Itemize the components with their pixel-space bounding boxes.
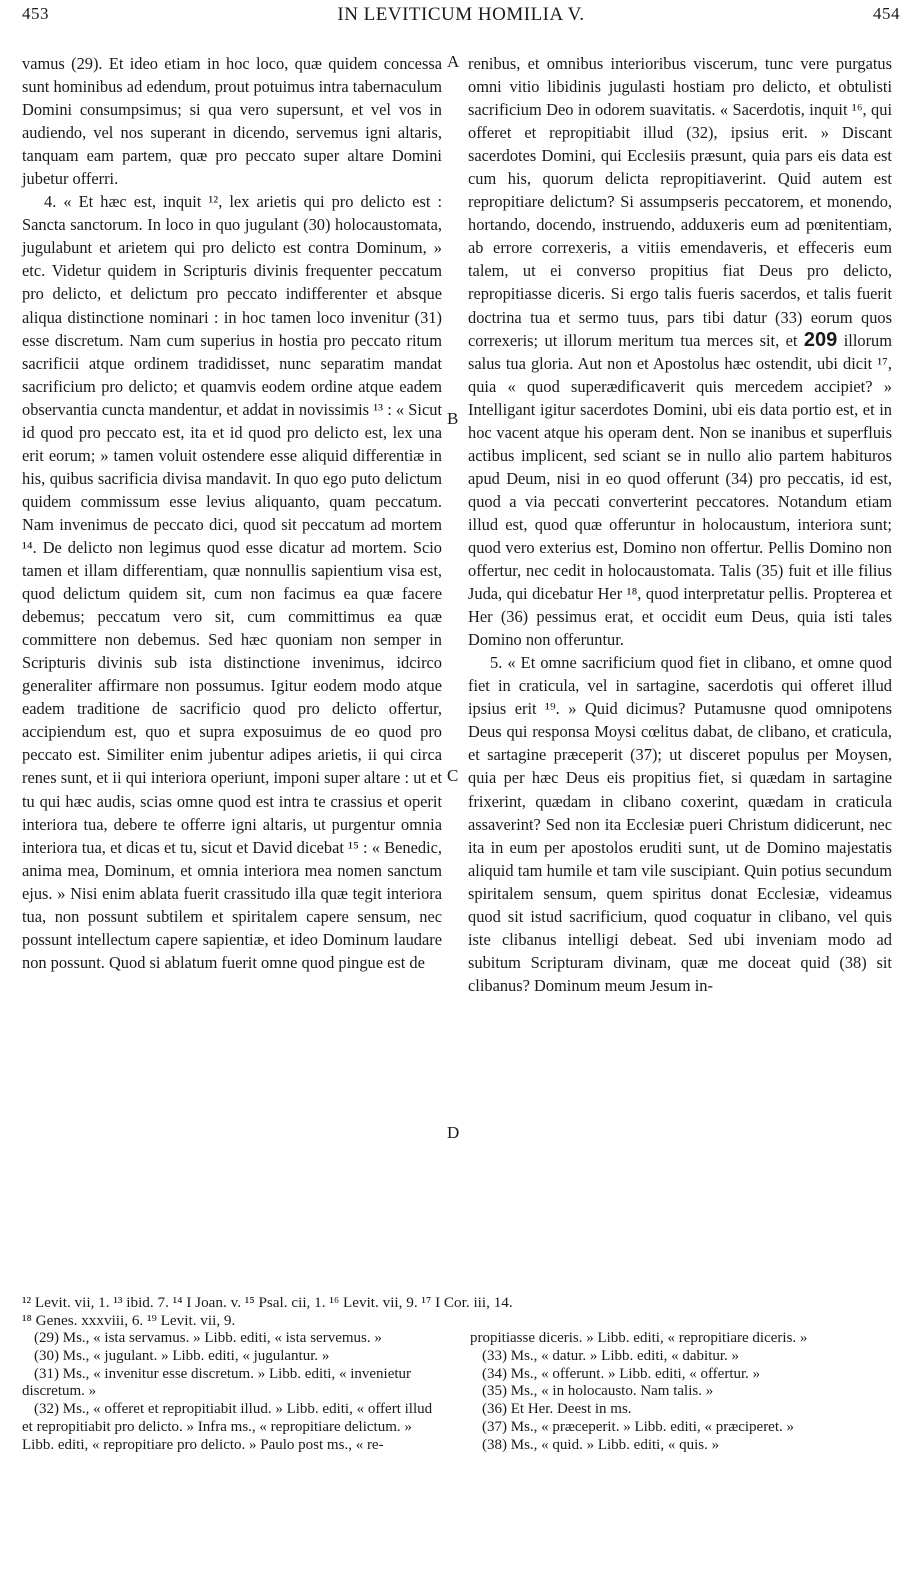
margin-letter-c: C xyxy=(447,766,459,785)
footnote-row: ¹⁸ Genes. xxxviii, 6. ¹⁹ Levit. vii, 9. xyxy=(22,1312,236,1329)
margin-letter-d: D xyxy=(447,1123,460,1142)
left-text-column xyxy=(22,52,442,974)
paragraph: renibus, et omnibus interioribus viscerum, tunc vere purgatus omni vitio libidinis jugulasti hostiam pro delicto, et obtulisti sacrificium Deo in odorem suavitatis. « Sacerdotis, inquit ¹⁶, qui offeret et repropitiabit illud (32), ipsius erit. » Discant sacerdotes Domini, qui Ecclesiis præsunt, quia pars eis data est cum his, quorum delicta repropitiaverint. Quid autem est repropitiare delictum? Si assumpseris peccatorem, et monendo, hortando, docendo, instruendo, adduxeris eum ad pœnitentiam, ab errore correxeris, a vitiis emendaveris, et effeceris eum talem, ut ei converso propitius fiat Deus pro delicto, repropitiasse diceris. Si ergo talis fueris sacerdos, et talis fuerit doctrina tua et sermo tuus, pars tibi datur (33) eorum quos correxeris; ut illorum meritum tua merces sit, et 209 illorum salus tua gloria. Aut non et Apostolus hæc ostendit, ubi dicit ¹⁷, quia « quod superædificaverit quis mercedem accipiet? » Intelligant igitur sacerdotes Domini, ubi eis data portio est, et in hoc vacent atque his operam dent. Non se inanibus et superfluis actibus implicent, sed sciant se in nullo alio partem habituros apud Deum, nisi in eo quod offerunt (34) pro peccatis, id est, quod a via peccati converterint peccatores. Notandum etiam illud est, quod quæ offeruntur in holocaustum, interiora sunt; quod vero exterius est, Domino non offertur. Pellis Domino non offertur, nec cedit in holocaustomata. Talis (35) fuit et ille filius Juda, qui dicebatur Her ¹⁸, quod interpretatur pellis. Propterea et Her (36) pessimus erat, et occidit eum Deus, quia isti tales Domino non offeruntur. xyxy=(468,54,892,650)
scripture-footnotes xyxy=(22,1294,892,1330)
variant-note: (32) Ms., « offeret et repropitiabit illud. » Libb. editi, « offert illud et repropitiabit pro delicto. » Infra ms., « repropitiare delictum. » Libb. editi, « repropitiare pro delicto. » Paulo post ms., « re- xyxy=(22,1401,433,1453)
variant-notes-right xyxy=(470,1330,890,1455)
variant-note: (30) Ms., « jugulant. » Libb. editi, « jugulantur. » xyxy=(34,1347,330,1364)
variant-note: (29) Ms., « ista servamus. » Libb. editi, « ista servemus. » xyxy=(34,1330,382,1346)
column-number: 209 xyxy=(803,328,838,351)
variant-note: (36) Et Her. Deest in ms. xyxy=(482,1401,632,1418)
variant-note: (35) Ms., « in holocausto. Nam talis. » xyxy=(482,1383,714,1400)
right-page-number: 454 xyxy=(873,4,900,23)
variant-note: (37) Ms., « præceperit. » Libb. editi, « præciperet. » xyxy=(482,1418,795,1435)
paragraph: 5. « Et omne sacrificium quod fiet in clibano, et omne quod fiet in craticula, vel in sartagine, sacerdotis qui offeret illud ipsius erit ¹⁹. » Quid dicimus? Putamusne quod omnipotens Deus qui responsa Moysi cœlitus dabat, de clibano, et craticula, et sartagine præceperit (37); ut disceret populus per Moysen, quia per hæc Deus eis propitius fiet, si quædam in sartagine frixerint, quædam in clibano coxerint, quædam in craticula assaverint? Sed non ita Ecclesiæ pueri Christum didicerunt, nec ita in eum per apostolos eruditi sunt, ut de Domino majestatis aliquid tam humile et tam vile suscipiant. Quin potius secundum spiritalem sensum, quem spiritus donat Ecclesiæ, videamus quod sit istud sacrificium, quod coquatur in clibano, vel quis iste clibanus intelligi debeat. Sed ubi inveniam modo ad subitum Scripturam divinam, quæ me doceat quid (38) sit clibanus? Dominum meum Jesum in- xyxy=(468,653,892,995)
left-page-number: 453 xyxy=(22,4,49,23)
variant-note: (34) Ms., « offerunt. » Libb. editi, « offertur. » xyxy=(482,1365,761,1382)
running-title: IN LEVITICUM HOMILIA V. xyxy=(337,4,585,25)
margin-letter-b: B xyxy=(447,409,459,428)
margin-letter-a: A xyxy=(447,52,460,71)
variant-notes-left xyxy=(22,1330,442,1455)
running-header xyxy=(22,4,900,32)
variant-note: (31) Ms., « invenitur esse discretum. » Libb. editi, « invenietur discretum. » xyxy=(22,1365,412,1400)
footnote-row: ¹² Levit. vii, 1. ¹³ ibid. 7. ¹⁴ I Joan. v. ¹⁵ Psal. cii, 1. ¹⁶ Levit. vii, 9. ¹⁷ I Cor. iii, 14. xyxy=(22,1294,513,1311)
paragraph: 4. « Et hæc est, inquit ¹², lex arietis qui pro delicto est : Sancta sanctorum. In loco in quo jugulant (30) holocaustomata, jugulabunt et arietem qui pro delicto est contra Dominum, » etc. Videtur quidem in Scripturis divinis frequenter peccatum pro delicto, et delictum pro peccato indifferenter et absque aliqua distinctione nominari : in hoc tamen loco invenitur (31) esse discretum. Nam cum superius in hostia pro peccato ritum sacrificii atque ordinem tradidisset, nunc separatim mandat sacrificium pro delicto; et quamvis eodem ordine atque eadem observantia cuncta mandentur, et addat in novissimis ¹³ : « Sicut id quod pro peccato est, ita et id quod pro delicto est, lex una erit eorum; » tamen voluit ostendere esse aliquid differentiæ in his, quibus sacrificia divisa mandavit. In quo ego puto delictum quidem commissum esse levius aliquanto, quam peccatum. Nam invenimus de peccato dici, quod sit peccatum ad mortem ¹⁴. De delicto non legimus quod esse dicatur ad mortem. Scio tamen et illam differentiam, quæ nonnullis sapientium visa est, quod delictum quidem sit, cum non facimus ea quæ facere debemus; peccatum vero sit, cum committimus ea quæ committere non debemus. Sed hæc quoniam non semper in Scripturis divinis sub ista distinctione invenimus, idcirco generaliter affirmare non possumus. Igitur eodem modo atque eadem traditione de sacrificio quod pro delicto offertur, accipiendum est, quo et supra exposuimus de eo quod pro peccato est. Similiter enim jubentur adipes arietis, ii qui circa renes sunt, et ii qui interiora operiunt, imponi super altare : ut et tu qui hæc audis, scias omne quod est intra te crassius et operit interiora tua, debere te offerre igni altaris, ut purgentur omnia interiora tua, et dicas et tu, sicut et David dicebat ¹⁵ : « Benedic, anima mea, Dominum, et omnia interiora mea nomen sanctum ejus. » Nisi enim ablata fuerit crassitudo illa quæ tegit interiora tua, non possunt subtilem et spiritalem capere sensum, nec possunt intellectum capere sapientiæ, et ideo Dominum laudare non possunt. Quod si ablatum fuerit omne quod pingue est de xyxy=(22,192,442,972)
variant-note: (33) Ms., « datur. » Libb. editi, « dabitur. » xyxy=(482,1347,740,1364)
variant-note: (38) Ms., « quid. » Libb. editi, « quis. » xyxy=(482,1436,720,1453)
paragraph: vamus (29). Et ideo etiam in hoc loco, quæ quidem concessa sunt hominibus ad edendum, prout potuimus intra tabernaculum Domini consumpsimus; si qua vero supersunt, et vel vos in audiendo, vel nos superant in dicendo, servemus igni altaris, tanquam eam partem, quæ pro peccato super altare Domini jubetur offerri. xyxy=(22,54,442,189)
right-text-column xyxy=(468,52,892,997)
variant-note: propitiasse diceris. » Libb. editi, « repropitiare diceris. » xyxy=(470,1330,808,1346)
